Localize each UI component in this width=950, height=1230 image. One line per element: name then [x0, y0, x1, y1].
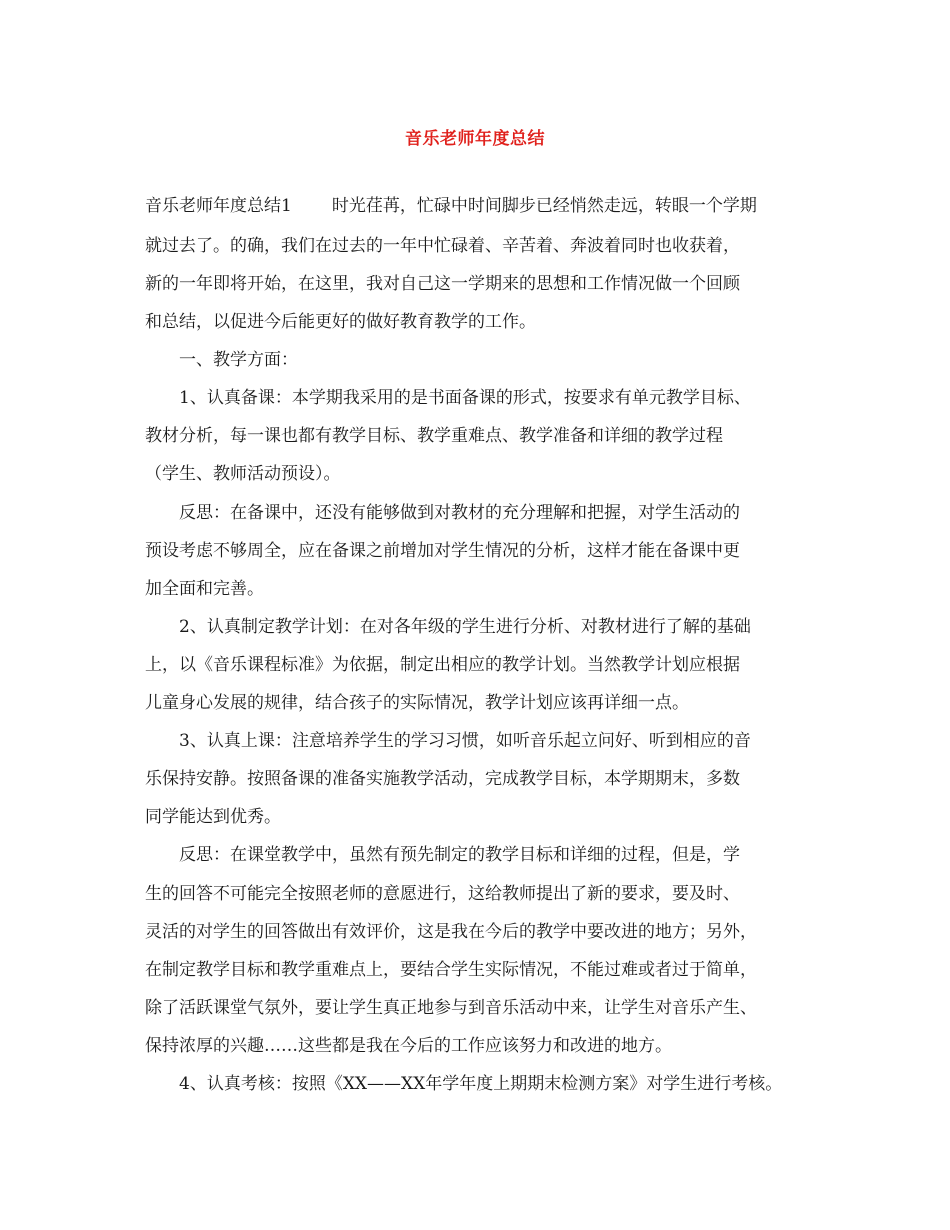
paragraph-line: 新的一年即将开始，在这里，我对自己这一学期来的思想和工作情况做一个回顾 — [145, 274, 740, 294]
document-title: 音乐老师年度总结 — [405, 129, 545, 149]
paragraph-line: 反思：在备课中，还没有能够做到对教材的充分理解和把握，对学生活动的 — [145, 503, 740, 523]
paragraph-line: 同学能达到优秀。 — [145, 807, 281, 827]
paragraph-line — [145, 194, 757, 218]
paragraph-line: 就过去了。的确，我们在过去的一年中忙碌着、辛苦着、奔波着同时也收获着， — [145, 236, 740, 256]
paragraph-line: 保持浓厚的兴趣……这些都是我在今后的工作应该努力和改进的地方。 — [145, 1036, 672, 1056]
paragraph-line: 1、认真备课：本学期我采用的是书面备课的形式，按要求有单元教学目标、 — [145, 388, 751, 408]
section-heading: 一、教学方面： — [145, 350, 298, 370]
paragraph-line: 灵活的对学生的回答做出有效评价，这是我在今后的教学中要改进的地方；另外， — [145, 922, 757, 942]
paragraph-line: 除了活跃课堂气氛外，要让学生真正地参与到音乐活动中来，让学生对音乐产生、 — [145, 998, 757, 1018]
paragraph-line: 儿童身心发展的规律，结合孩子的实际情况，教学计划应该再详细一点。 — [145, 693, 689, 713]
paragraph-line-text: 时光荏苒，忙碌中时间脚步已经悄然走远，转眼一个学期 — [331, 196, 757, 216]
paragraph-line: 乐保持安静。按照备课的准备实施教学活动，完成教学目标，本学期期末，多数 — [145, 769, 740, 789]
paragraph-line: 3、认真上课：注意培养学生的学习习惯，如听音乐起立问好、听到相应的音 — [145, 731, 751, 751]
paragraph-line: 在制定教学目标和教学重难点上，要结合学生实际情况，不能过难或者过于简单， — [145, 960, 757, 980]
paragraph-line: 2、认真制定教学计划：在对各年级的学生进行分析、对教材进行了解的基础 — [145, 617, 751, 637]
paragraph-line: 教材分析，每一课也都有教学目标、教学重难点、教学准备和详细的教学过程 — [145, 426, 723, 446]
paragraph-line: 反思：在课堂教学中，虽然有预先制定的教学目标和详细的过程，但是，学 — [145, 845, 740, 865]
paragraph-line: 上，以《音乐课程标准》为依据，制定出相应的教学计划。当然教学计划应根据 — [145, 655, 740, 675]
paragraph-line: （学生、教师活动预设）。 — [145, 464, 341, 484]
paragraph-line: 和总结，以促进今后能更好的做好教育教学的工作。 — [145, 312, 536, 332]
paragraph-line: 4、认真考核：按照《XX——XX年学年度上期期末检测方案》对学生进行考核。 — [145, 1074, 783, 1094]
paragraph-line: 加全面和完善。 — [145, 579, 264, 599]
heading-prefix: 音乐老师年度总结1 — [145, 196, 292, 216]
paragraph-line: 预设考虑不够周全，应在备课之前增加对学生情况的分析，这样才能在备课中更 — [145, 541, 740, 561]
paragraph-line: 生的回答不可能完全按照老师的意愿进行，这给教师提出了新的要求，要及时、 — [145, 884, 740, 904]
